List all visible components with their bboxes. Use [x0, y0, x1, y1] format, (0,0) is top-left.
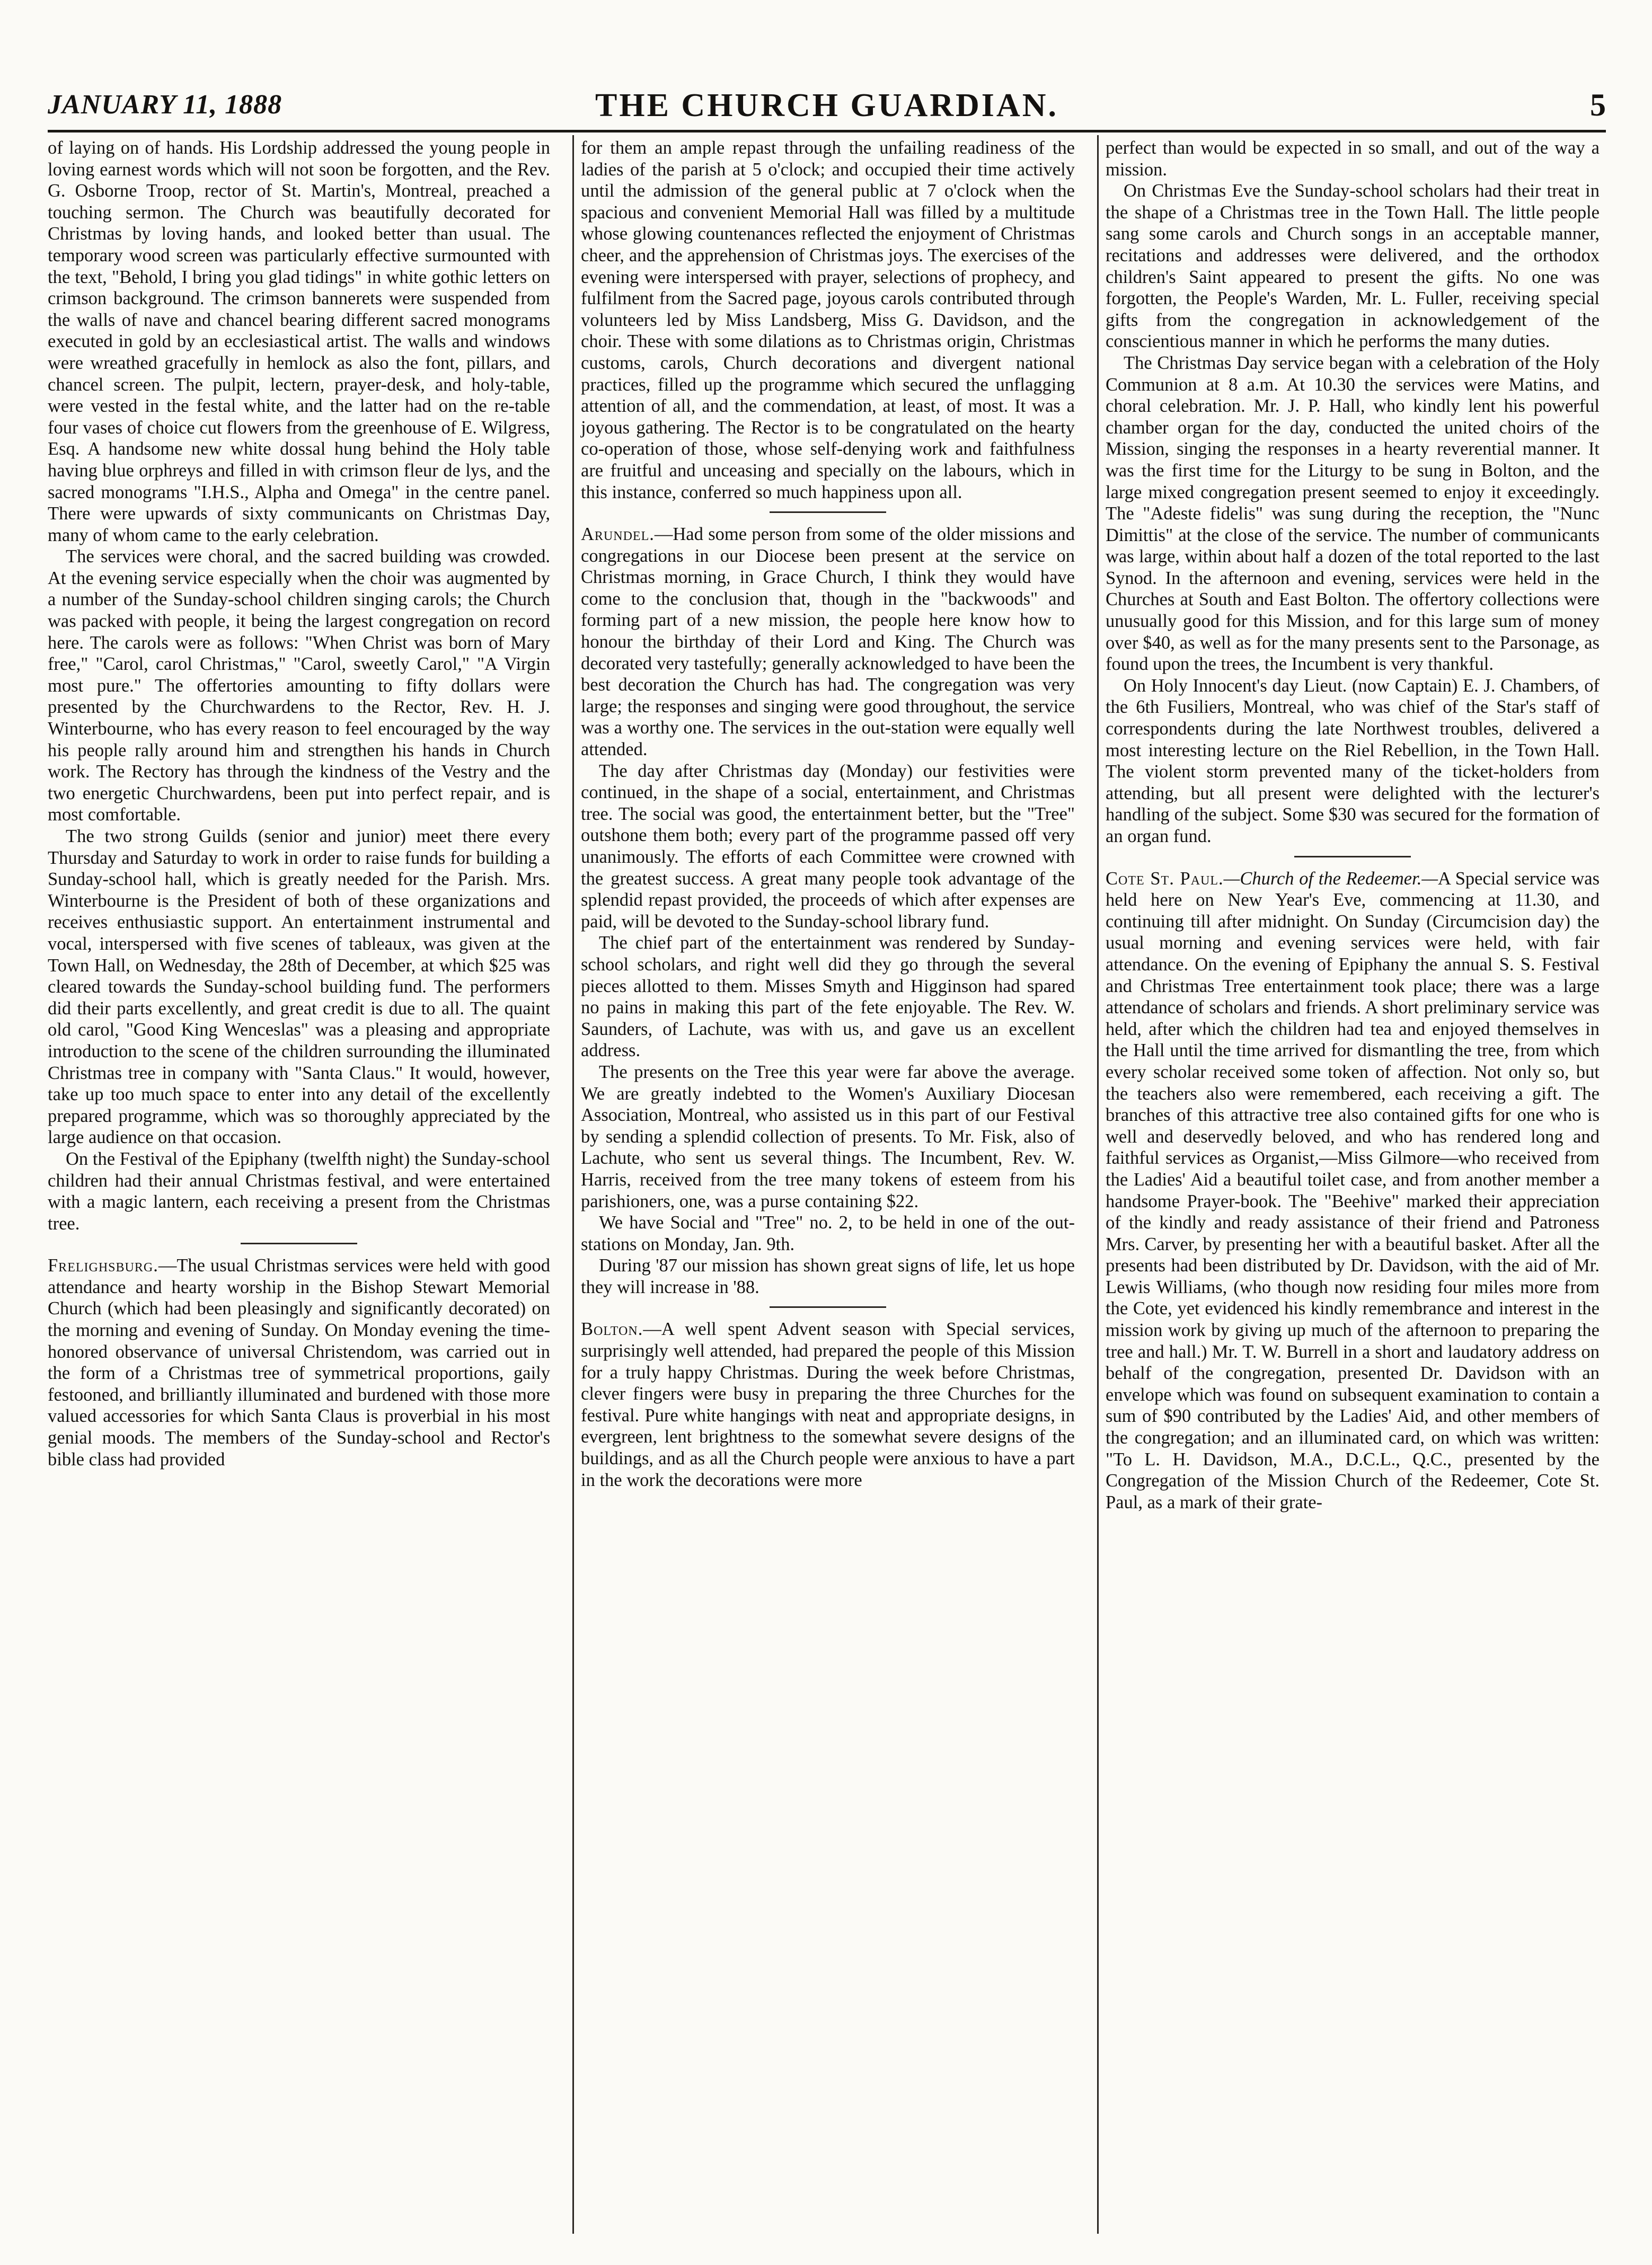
paragraph-text: We have Social and "Tree" no. 2, to be held in one of the out-stations on Monday, Jan. 9th. [581, 1213, 1075, 1254]
paragraph-text: On the Festival of the Epiphany (twelfth night) the Sunday-school children had their annual Christmas festival, and were entertained with a magic lantern, each receiving a present from the Christmas tree. [48, 1148, 550, 1234]
paragraph [48, 1148, 550, 1234]
paragraph [581, 137, 1075, 503]
paragraph-text: —The usual Christmas services were held with good attendance and hearty worship in the Bishop Stewart Memorial Church (which had been pleasingly and significantly decorated) on the morning and evening of Sunday. On Monday evening the time-honored observance of universal Christendom, was carried out in the form of a Christmas tree of symmetrical proportions, gaily festooned, and brilliantly illuminated and burdened with those more valued accessories for which Santa Claus is proverbial in his most genial moods. The members of the Sunday-school and Rector's bible class had provided [48, 1255, 550, 1470]
paragraph [48, 1255, 550, 1470]
section-divider [770, 511, 886, 513]
paragraph-text: The chief part of the entertainment was rendered by Sunday-school scholars, and right well did they go through the several pieces allotted to them. Misses Smyth and Higginson had spared no pains in making this part of the fete enjoyable. The Rev. W. Saunders, of Lachute, was with us, and gave us an excellent address. [581, 933, 1075, 1061]
paragraph-text: of laying on of hands. His Lordship addressed the young people in loving earnest words which will not soon be forgotten, and the Rev. G. Osborne Troop, rector of St. Martin's, Montreal, preached a touching sermon. The Church was beautifully decorated for Christmas by loving hands, and looked better than usual. The temporary wood screen was particularly effective surmounted with the text, "Behold, I bring you glad tidings" in white gothic letters on crimson background. The crimson bannerets were suspended from the walls of nave and chancel bearing different sacred monograms executed in gold by an ecclesiastical artist. The walls and windows were wreathed gracefully in hemlock as also the font, pillars, and chancel screen. The pulpit, lectern, prayer-desk, and holy-table, were vested in the festal white, and the latter had on the re-table four vases of choice cut flowers from the greenhouse of E. Wilgress, Esq. A handsome new white dossal hung behind the Holy table having blue orphreys and filled in with crimson fleur de lys, and the sacred monograms "I.H.S., Alpha and Omega" in the centre panel. There were upwards of sixty communicants on Christmas Day, many of whom came to the early celebration. [48, 138, 550, 545]
paragraph [48, 546, 550, 826]
section-divider [1294, 856, 1411, 857]
paragraph [581, 1319, 1075, 1491]
dateline: Arundel. [581, 524, 655, 545]
paragraph [48, 137, 550, 546]
dateline: Frelighsburg. [48, 1255, 158, 1276]
paragraph-text: The Christmas Day service began with a celebration of the Holy Communion at 8 a.m. At 10.30 the services were Matins, and choral celebration. Mr. J. P. Hall, who kindly lent his powerful chamber organ for the day, conducted the united choirs of the Mission, singing the responses in a hearty reverential manner. It was the first time for the Liturgy to be sung in Bolton, and the large mixed congregation present seemed to enjoy it exceedingly. The "Adeste fidelis" was sung during the reception, the "Nunc Dimittis" at the close of the service. The number of communicants was large, within about half a dozen of the total reported to the last Synod. In the afternoon and evening, services were held in the Churches at South and East Bolton. The offertory collections were unusually good for this Mission, and for this large sum of money over $40, as well as for the many presents sent to the Parsonage, as found upon the trees, the Incumbent is very thankful. [1106, 352, 1600, 675]
column-1 [48, 135, 556, 2234]
church-name: —Church of the Redeemer.— [1223, 868, 1438, 889]
article-columns [48, 135, 1606, 2234]
paragraph [581, 524, 1075, 760]
paragraph-text: perfect than would be expected in so small, and out of the way a mission. [1106, 138, 1600, 180]
dateline: Cote St. Paul. [1106, 868, 1224, 889]
paragraph [581, 1061, 1075, 1212]
paragraph [581, 760, 1075, 933]
paragraph [48, 826, 550, 1148]
paragraph-text: On Holy Innocent's day Lieut. (now Captain) E. J. Chambers, of the 6th Fusiliers, Montreal, who was chief of the Star's staff of correspondents during the late Northwest troubles, delivered a most interesting lecture on the Riel Rebellion, in the Town Hall. The violent storm prevented many of the ticket-holders from attending, but all present were delighted with the lecturer's handling of the subject. Some $30 was secured for the formation of an organ fund. [1106, 675, 1600, 846]
paragraph [581, 932, 1075, 1061]
paragraph-text: The two strong Guilds (senior and junior) meet there every Thursday and Saturday to work in order to raise funds for building a Sunday-school hall, which is greatly needed for the Parish. Mrs. Winterbourne is the President of both of these organizations and receives enthusiastic support. An entertainment instrumental and vocal, interspersed with five scenes of tableaux, was given at the Town Hall, on Wednesday, the 28th of December, at which $25 was cleared towards the Sunday-school building fund. The performers did their parts excellently, and great credit is due to all. The quaint old carol, "Good King Wenceslas" was a pleasing and appropriate introduction to the scene of the children surrounding the illuminated Christmas tree in company with "Santa Claus." It would, however, take up too much space to enter into any detail of the excellently prepared programme, which was so thoroughly appreciated by the large audience on that occasion. [48, 826, 550, 1148]
section-divider [241, 1243, 357, 1244]
paragraph [1106, 180, 1600, 352]
paragraph [1106, 137, 1600, 180]
paragraph-text: On Christmas Eve the Sunday-school scholars had their treat in the shape of a Christmas tree in the Town Hall. The little people sang some carols and Church songs in an acceptable manner, recitations and addresses were delivered, and the orthodox children's Saint appeared to present the gifts. No one was forgotten, the People's Warden, Mr. L. Fuller, receiving special gifts from the congregation in acknowledgement of the conscientious manner in which he performs the many duties. [1106, 181, 1600, 352]
paragraph [581, 1255, 1075, 1298]
masthead [48, 79, 1606, 132]
column-3 [1097, 135, 1606, 2234]
column-2 [572, 135, 1081, 2234]
newspaper-title: THE CHURCH GUARDIAN. [595, 87, 1058, 123]
paragraph-text: The presents on the Tree this year were far above the average. We are greatly indebted to the Women's Auxiliary Diocesan Association, Montreal, who assisted us in this part of our Festival by sending a splendid collection of presents. To Mr. Fisk, also of Lachute, who sent us several things. The Incumbent, Rev. W. Harris, received from the tree many tokens of esteem from his parishioners, one, was a purse containing $22. [581, 1061, 1075, 1211]
paragraph [1106, 675, 1600, 847]
paragraph [1106, 868, 1600, 1514]
paragraph-text: A Special service was held here on New Year's Eve, commencing at 11.30, and continuing till after midnight. On Sunday (Circumcision day) the usual morning and evening services were held, with fair attendance. On the evening of Epiphany the annual S. S. Festival and Christmas Tree entertainment took place; there was a large attendance of scholars and friends. A short preliminary service was held, after which the children had tea and enjoyed themselves in the Hall until the time arrived for dismantling the tree, from which every scholar received some token of affection. Not only so, but the teachers also were remembered, each receiving a gift. The branches of this attractive tree also contained gifts for one who is well and deservedly beloved, and who has rendered long and faithful services as Organist,—Miss Gilmore—who received from the Ladies' Aid a beautiful toilet case, and from another member a handsome Prayer-book. The "Beehive" marked their appreciation of the kindly and ready assistance of their friend and Patroness Mrs. Carver, by presenting her with a beautiful basket. After all the presents had been distributed by Dr. Davidson, with the aid of Mr. Lewis Williams, (who though now residing four miles more from the Cote, yet evidenced his kindly remembrance and interest in the mission work by giving up much of the afternoon to preparing the tree and hall.) Mr. T. W. Burrell in a short and laudatory address on behalf of the congregation, presented Dr. Davidson with an envelope which was found on subsequent examination to contain a sum of $90 contributed by the Ladies' Aid, and other members of the congregation; and an illuminated card, on which was written: "To L. H. Davidson, M.A., D.C.L., Q.C., presented by the Congregation of the Mission Church of the Redeemer, Cote St. Paul, as a mark of their grate- [1106, 868, 1600, 1512]
paragraph-text: During '87 our mission has shown great signs of life, let us hope they will increase in '88. [581, 1255, 1075, 1297]
paragraph [581, 1212, 1075, 1255]
paragraph-text: —A well spent Advent season with Special services, surprisingly well attended, had prepared the people of this Mission for a truly happy Christmas. During the week before Christmas, clever fingers were busy in preparing the three Churches for the festival. Pure white hangings with neat and appropriate designs, in evergreen, lent brightness to the somewhat severe designs of the buildings, and as all the Church people were anxious to have a part in the work the decorations were more [581, 1319, 1075, 1490]
paragraph-text: The services were choral, and the sacred building was crowded. At the evening service especially when the choir was augmented by a number of the Sunday-school children singing carols; the Church was packed with people, it being the largest congregation on record here. The carols were as follows: "When Christ was born of Mary free," "Carol, carol Christmas," "Carol, sweetly Carol," "A Virgin most pure." The offertories amounting to fifty dollars were presented by the Churchwardens to the Rector, Rev. H. J. Winterbourne, who has every reason to feel encouraged by the way his people rally around him and strengthen his hands in Church work. The Rectory has through the kindness of the Vestry and the two energetic Churchwardens, been put into perfect repair, and is most comfortable. [48, 546, 550, 825]
paragraph [1106, 352, 1600, 675]
page-number: 5 [1590, 87, 1606, 122]
paragraph-text: The day after Christmas day (Monday) our festivities were continued, in the shape of a social, entertainment, and Christmas tree. The social was good, the entertainment better, but the "Tree" outshone them both; every part of the programme passed off very unanimously. The efforts of each Committee were crowned with the greatest success. A great many people took advantage of the splendid repast provided, the proceeds of which after expenses are paid, will be devoted to the Sunday-school library fund. [581, 760, 1075, 932]
paragraph-text: —Had some person from some of the older missions and congregations in our Diocese been present at the service on Christmas morning, in Grace Church, I think they would have come to the conclusion that, though in the "backwoods" and forming part of a new mission, the people here know how to honour the birthday of their Lord and King. The Church was decorated very tastefully; generally acknowledged to have been the best decoration the Church has had. The congregation was very large; the responses and singing were good throughout, the service was a worthy one. The services in the out-station were equally well attended. [581, 524, 1075, 760]
section-divider [770, 1306, 886, 1308]
paragraph-text: for them an ample repast through the unfailing readiness of the ladies of the parish at 5 o'clock; and occupied their time actively until the admission of the general public at 7 o'clock when the spacious and convenient Memorial Hall was filled by a multitude whose glowing countenances reflected the enjoyment of Christmas cheer, and the apprehension of Christmas joys. The exercises of the evening were interspersed with prayer, selections of prophecy, and fulfilment from the Sacred page, joyous carols contributed through volunteers led by Miss Landsberg, Miss G. Davidson, and the choir. These with some dilations as to Christmas origin, Christmas customs, carols, Church decorations and divergent national practices, filled up the programme which secured the unflagging attention of all, and the commendation, at least, of most. It was a joyous gathering. The Rector is to be congratulated on the hearty co-operation of those, whose self-denying work and faithfulness are fruitful and unceasing and specially on the labours, which in this instance, conferred so much happiness upon all. [581, 138, 1075, 502]
issue-date: JANUARY 11, 1888 [48, 90, 282, 120]
dateline: Bolton. [581, 1319, 643, 1340]
